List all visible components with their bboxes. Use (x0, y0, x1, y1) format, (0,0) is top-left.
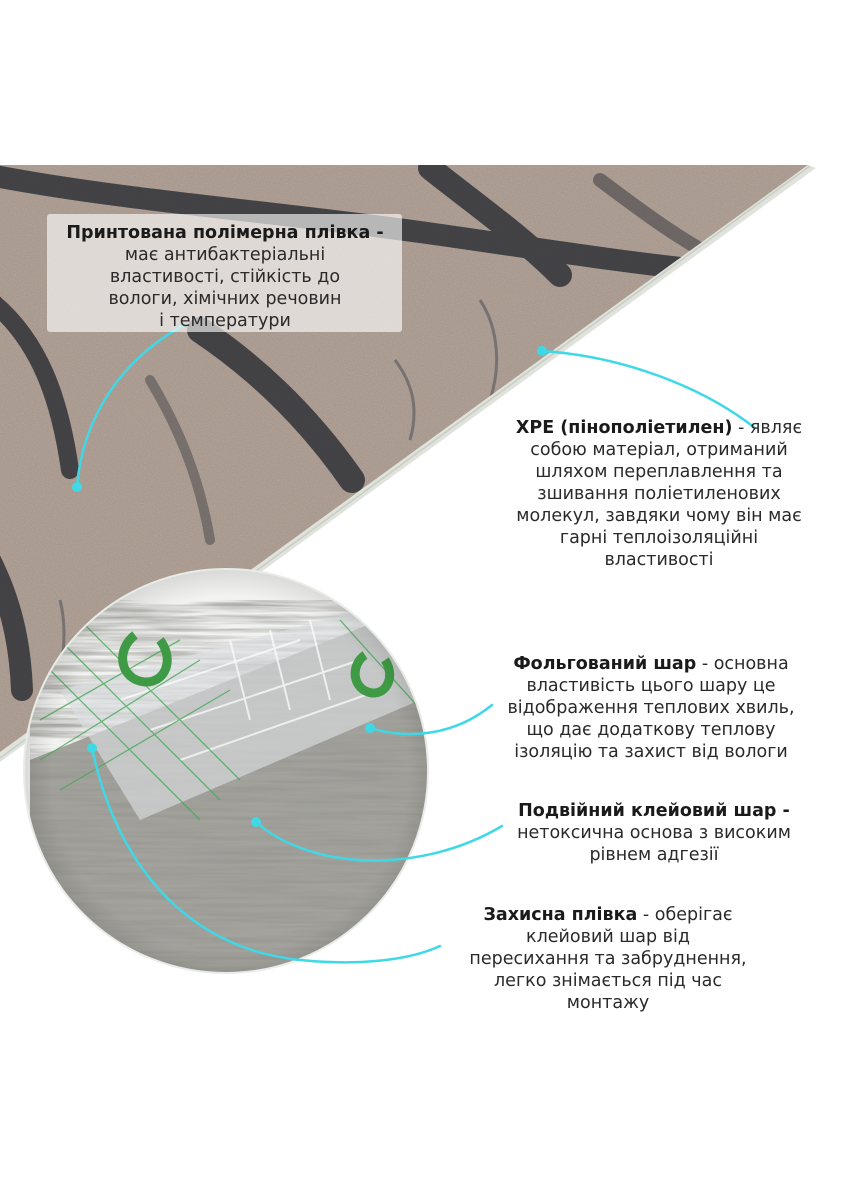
dot-foil (365, 723, 375, 733)
printed-film-line-4: і температури (159, 311, 291, 331)
protective-line-4: монтажу (566, 993, 650, 1013)
xpe-rest: - являє (732, 418, 803, 438)
foil-line-3: що дає додаткову теплову (526, 720, 776, 740)
glue-line-1: нетоксична основа з високим (517, 823, 791, 843)
protective-line-1: клейовий шар від (526, 927, 690, 947)
protective-line-3: легко знімається під час (494, 971, 722, 991)
xpe-line-3: зшивання поліетиленових (537, 484, 781, 504)
xpe-line-1: собою матеріал, отриманий (530, 440, 788, 460)
printed-film-title: Принтована полімерна плівка (66, 223, 371, 243)
glue-label (486, 800, 822, 866)
printed-film-line-2: властивості, стійкість до (109, 267, 341, 287)
xpe-line-6: властивості (604, 550, 714, 570)
dot-xpe (537, 346, 547, 356)
xpe-line-4: молекул, завдяки чому він має (516, 506, 802, 526)
xpe-line-2: шляхом переплавлення та (535, 462, 783, 482)
protective-title: Захисна плівка (483, 905, 638, 925)
glue-rest: - (776, 801, 790, 821)
foil-line-1: властивість цього шару це (526, 676, 776, 696)
foil-line-4: ізоляцію та захист від вологи (514, 742, 788, 762)
xpe-label (504, 417, 814, 571)
foil-line-2: відображення теплових хвиль, (507, 698, 795, 718)
foil-rest: - основна (696, 654, 789, 674)
printed-film-line-1: має антибактеріальні (124, 245, 326, 265)
dot-printed-film (72, 482, 82, 492)
glue-title: Подвійний клейовий шар (518, 801, 777, 821)
xpe-title: XPE (пінополіетилен) (515, 418, 733, 438)
protective-film-label (440, 904, 776, 1014)
printed-film-label (52, 222, 398, 332)
printed-film-line-3: вологи, хімічних речовин (108, 289, 342, 309)
dot-glue (251, 817, 261, 827)
xpe-line-5: гарні теплоізоляційні (559, 528, 759, 548)
glue-line-2: рівнем адгезії (589, 845, 719, 865)
dot-protective (87, 743, 97, 753)
foil-label (480, 653, 822, 763)
printed-film-sep: - (370, 223, 384, 243)
foil-title: Фольгований шар (513, 654, 697, 674)
protective-rest: - оберігає (637, 905, 733, 925)
protective-line-2: пересихання та забруднення, (469, 949, 747, 969)
